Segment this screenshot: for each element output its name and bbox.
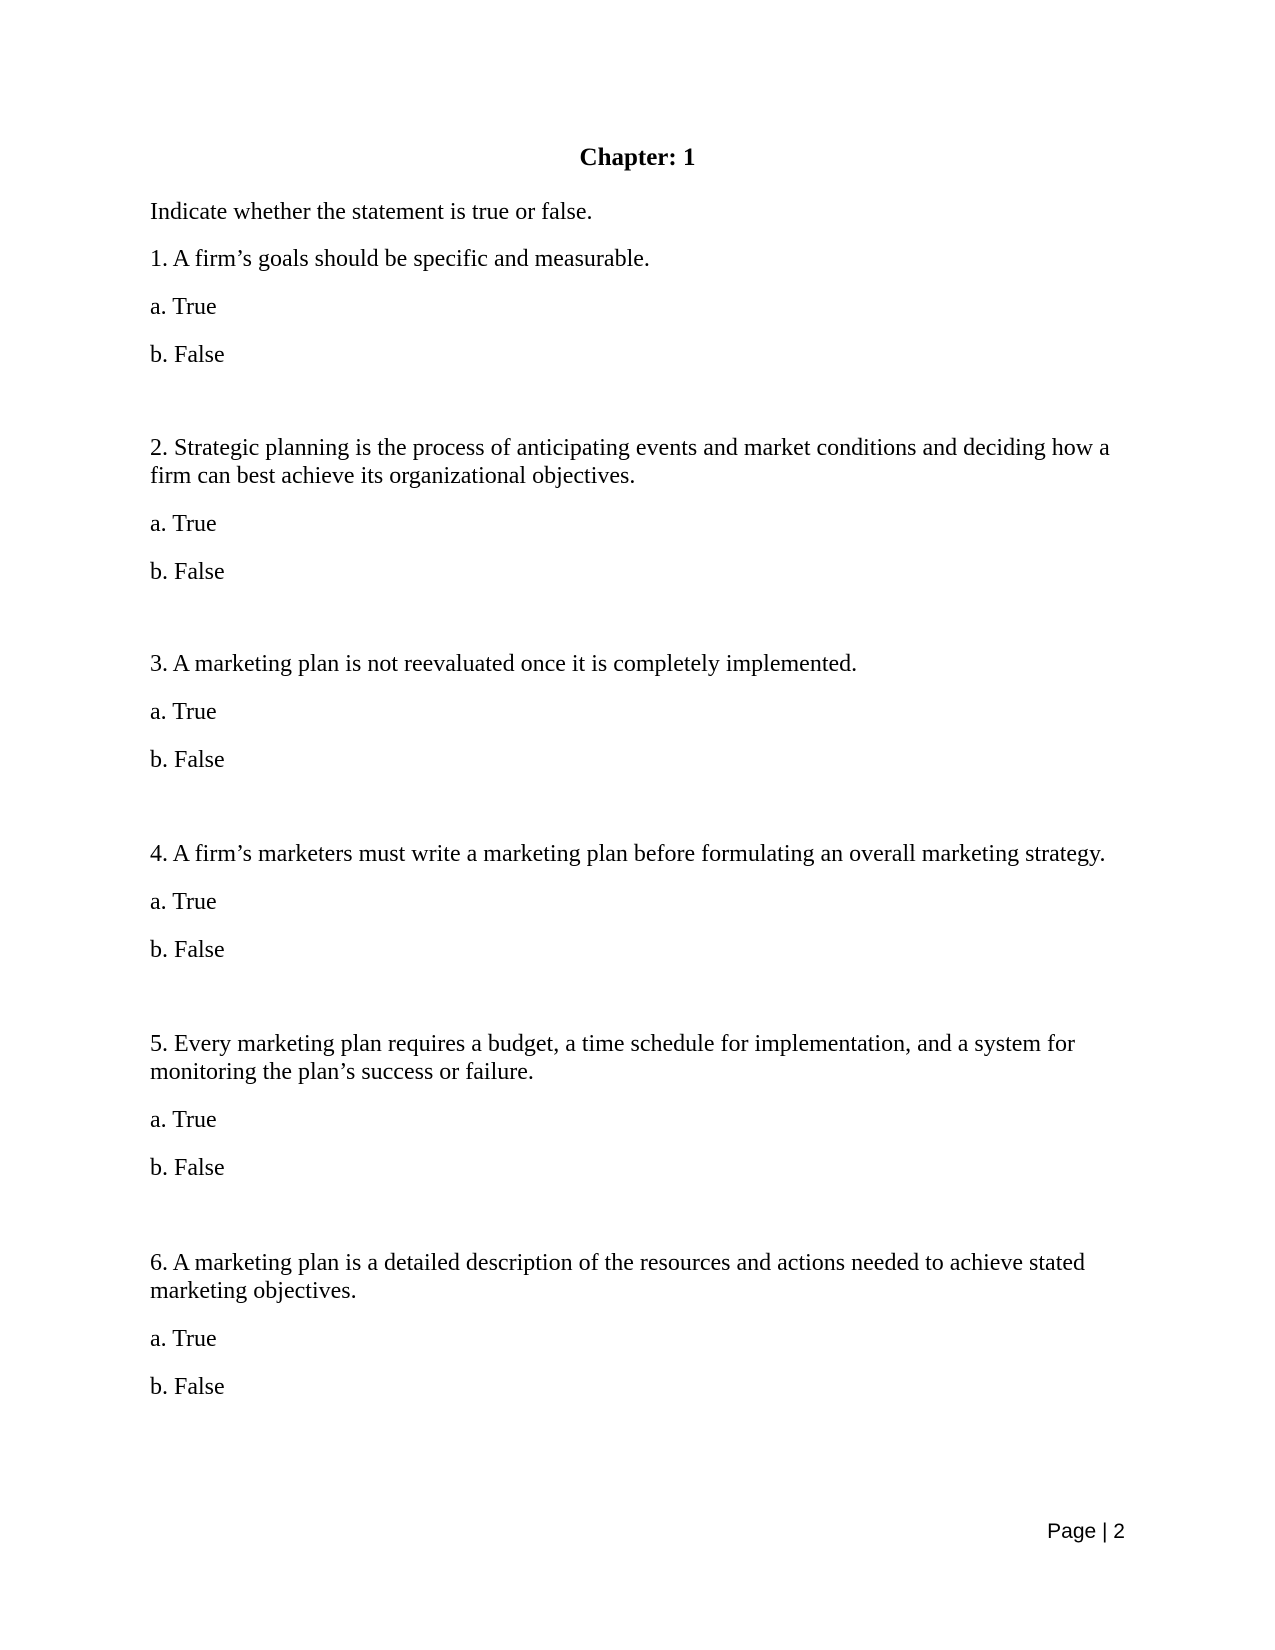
question-4	[150, 840, 1125, 964]
option-true: a. True	[150, 1326, 217, 1352]
option-false: b. False	[150, 1155, 225, 1181]
question-text: 1. A firm’s goals should be specific and measurable.	[150, 246, 650, 272]
option-false: b. False	[150, 1374, 225, 1400]
question-6	[150, 1249, 1125, 1401]
option-false: b. False	[150, 342, 225, 368]
question-text: 5. Every marketing plan requires a budget, a time schedule for implementation, and a system for monitoring the plan’s success or failure.	[150, 1031, 1076, 1085]
option-true: a. True	[150, 294, 217, 320]
option-true: a. True	[150, 1107, 217, 1133]
instructions-text: Indicate whether the statement is true or false.	[150, 199, 593, 225]
question-text: 2. Strategic planning is the process of anticipating events and market conditions and deciding how a firm can best achieve its organizational objectives.	[150, 435, 1110, 489]
page-number: Page | 2	[1047, 1520, 1125, 1543]
option-true: a. True	[150, 511, 217, 537]
question-text: 4. A firm’s marketers must write a marketing plan before formulating an overall marketing strategy.	[150, 841, 1106, 867]
question-1	[150, 245, 1125, 369]
option-true: a. True	[150, 889, 217, 915]
page-title: Chapter: 1	[579, 144, 696, 171]
option-false: b. False	[150, 559, 225, 585]
question-text: 3. A marketing plan is not reevaluated once it is completely implemented.	[150, 651, 858, 677]
question-5	[150, 1030, 1125, 1182]
option-false: b. False	[150, 747, 225, 773]
option-false: b. False	[150, 937, 225, 963]
question-2	[150, 434, 1125, 586]
option-true: a. True	[150, 699, 217, 725]
question-3	[150, 650, 1125, 774]
question-text: 6. A marketing plan is a detailed description of the resources and actions needed to achieve stated marketing objectives.	[150, 1250, 1086, 1304]
